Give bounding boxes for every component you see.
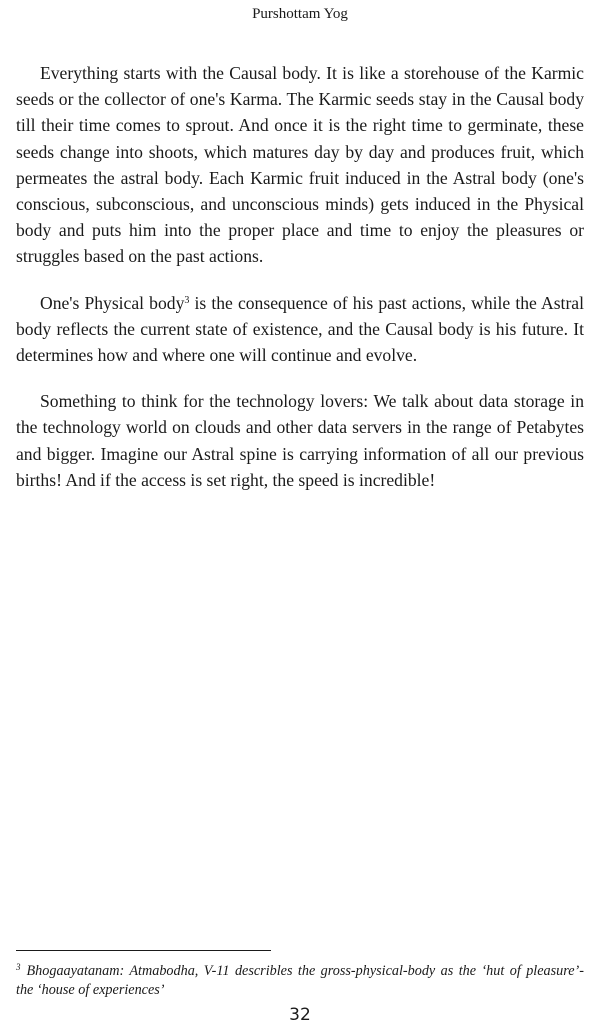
paragraph-technology-lovers: Something to think for the technology lovers: We talk about data storage in the technology world on clouds and other data servers in the range of Petabytes and bigger. Imagine our Astral spine is carrying information of all our previous births! And if the access is set right, the speed is incredible! xyxy=(16,391,584,490)
footnote xyxy=(16,962,584,1000)
paragraph-causal-body: Everything starts with the Causal body. It is like a storehouse of the Karmic seeds or the collector of one's Karma. The Karmic seeds stay in the Causal body till their time comes to sprout. And once it is the right time to germinate, these seeds change into shoots, which matures day by day and produces fruit, which permeates the astral body. Each Karmic fruit induced in the Astral body (one's conscious, subconscious, and unconscious minds) gets induced in the Physical body and puts him into the proper place and time to enjoy the pleasures or struggles based on the past actions. xyxy=(16,63,584,267)
footnote-marker: 3 xyxy=(16,962,21,972)
paragraph-physical-body xyxy=(16,290,584,369)
page-number: 32 xyxy=(289,1005,311,1025)
footnote-text: Bhogaayatanam: Atmabodha, V-11 describles the gross-physical-body as the ‘hut of pleasure’- the ‘house of experiences’ xyxy=(16,963,584,998)
paragraph-text-after-ref: is the consequence of his past actions, while the Astral body reflects the current state of existence, and the Causal body is his future. It determines how and where one will continue and evolve. xyxy=(16,292,584,366)
footnote-separator xyxy=(16,950,271,951)
paragraph-text-before-ref: One's Physical body xyxy=(40,292,185,313)
footnote-reference: 3 xyxy=(184,294,190,306)
body-text xyxy=(16,60,584,513)
running-header: Purshottam Yog xyxy=(252,6,348,22)
